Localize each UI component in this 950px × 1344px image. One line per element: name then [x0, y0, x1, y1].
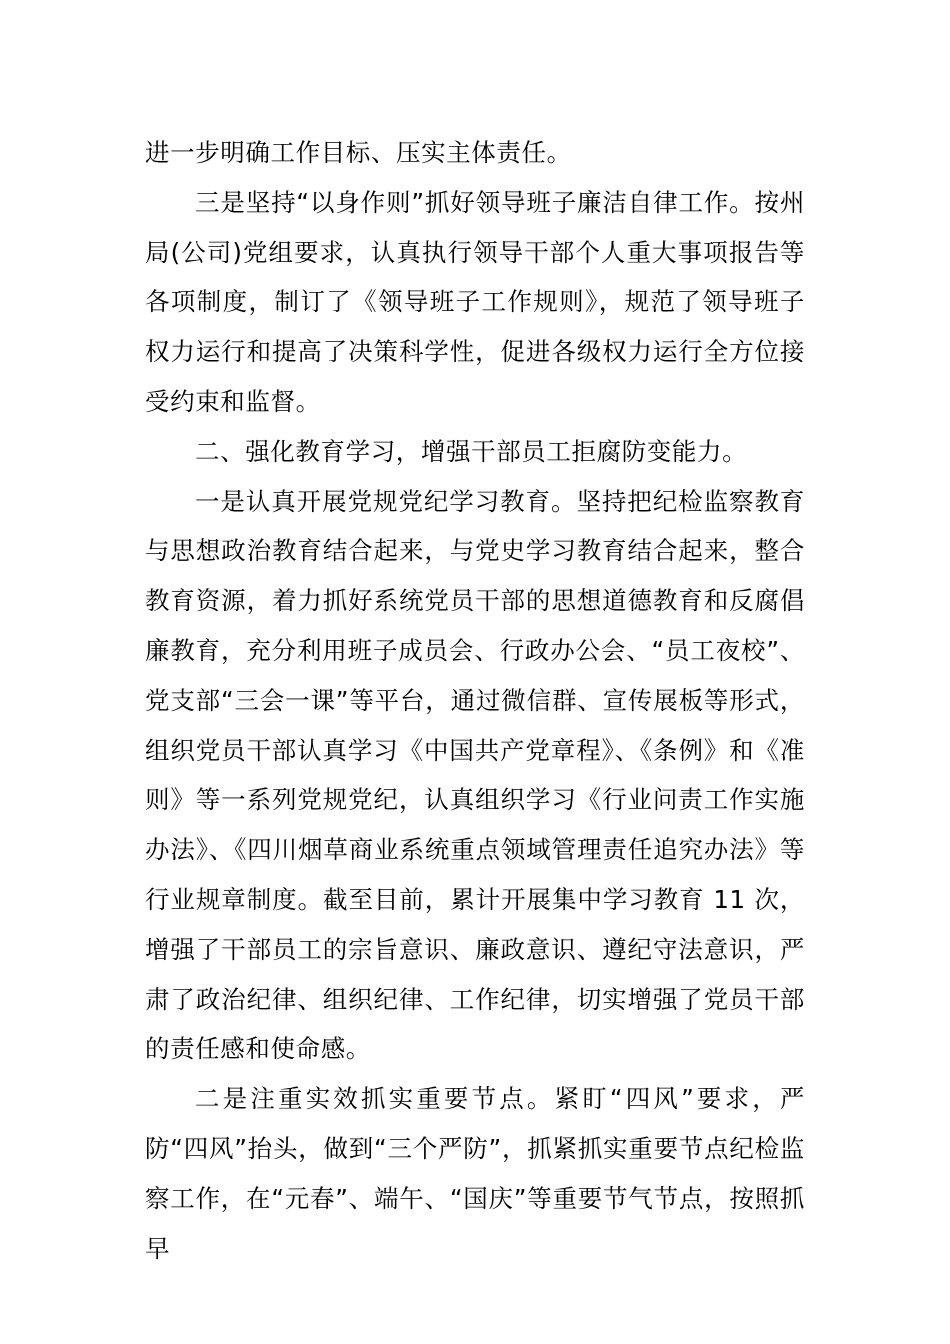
paragraph-continuation: 进一步明确工作目标、压实主体责任。 — [145, 138, 572, 167]
paragraph-leadership-self-discipline: 三是坚持“以身作则”抓好领导班子廉洁自律工作。按州局(公司)党组要求，认真执行领导干部个人重大事项报告等各项制度，制订了《领导班子工作规则》，规范了领导班子权力运行和提高了决策科学性，促进各级权力运行全方位接受约束和监督。 — [145, 187, 805, 416]
document-body — [145, 128, 805, 1273]
paragraph-party-discipline-study: 一是认真开展党规党纪学习教育。坚持把纪检监察教育与思想政治教育结合起来，与党史学习教育结合起来，整合教育资源，着力抓好系统党员干部的思想道德教育和反腐倡廉教育，充分利用班子成员会、行政办公会、“员工夜校”、党支部“三会一课”等平台，通过微信群、宣传展板等形式，组织党员干部认真学习《中国共产党章程》、《条例》和《准则》等一系列党规党纪，认真组织学习《行业问责工作实施办法》、《四川烟草商业系统重点领域管理责任追究办法》等行业规章制度。截至目前，累计开展集中学习教育 11 次，增强了干部员工的宗旨意识、廉政意识、遵纪守法意识，严肃了政治纪律、组织纪律、工作纪律，切实增强了党员干部的责任感和使命感。 — [145, 486, 805, 1064]
paragraph-key-festival-nodes: 二是注重实效抓实重要节点。紧盯“四风”要求，严防“四风”抬头，做到“三个严防”，抓紧抓实重要节点纪检监察工作，在“元春”、端午、“国庆”等重要节气节点，按照抓早 — [145, 1084, 805, 1263]
section-heading-education: 二、强化教育学习，增强干部员工拒腐防变能力。 — [195, 436, 748, 466]
